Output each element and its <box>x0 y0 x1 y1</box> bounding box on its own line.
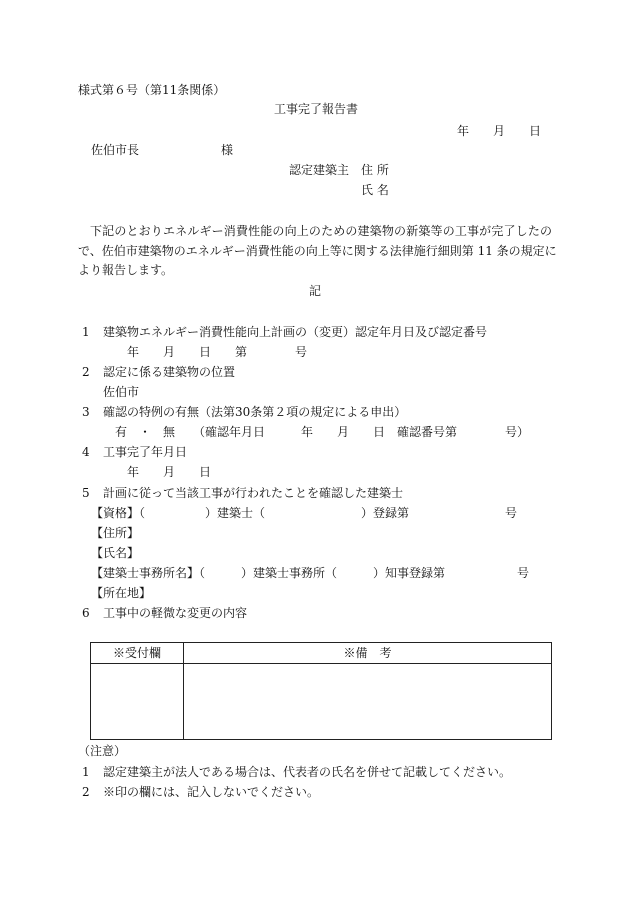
architect-address: 【住所】 <box>91 526 140 540</box>
item-3-number: 3 <box>82 405 90 419</box>
item-4-label: 工事完了年月日 <box>103 445 188 459</box>
item-5-number: 5 <box>82 486 90 500</box>
item-5-label: 計画に従って当該工事が行われたことを確認した建築士 <box>103 486 404 500</box>
applicant-label: 認定建築主 <box>289 163 350 177</box>
item-2-number: 2 <box>82 365 90 379</box>
item-1-number: 1 <box>82 325 90 339</box>
note-1-text: 認定建築主が法人である場合は、代表者の氏名を併せて記載してください。 <box>103 765 512 779</box>
note-2-text: ※印の欄には、記入しないでください。 <box>103 785 320 799</box>
ki-heading: 記 <box>309 284 322 298</box>
item-4-number: 4 <box>82 445 90 459</box>
architect-location: 【所在地】 <box>91 586 152 600</box>
item-2-detail: 佐伯市 <box>103 385 140 399</box>
name-label: 氏 名 <box>361 183 389 197</box>
note-1-number: 1 <box>82 765 90 779</box>
architect-qualification: 【資格】（ ）建築士（ ）登録第 号 <box>91 506 518 520</box>
item-6-label: 工事中の軽微な変更の内容 <box>103 606 248 620</box>
date-line: 年 月 日 <box>457 124 542 138</box>
reception-remarks-table <box>90 642 552 740</box>
remarks-cell <box>184 664 552 740</box>
form-number: 様式第６号（第11条関係） <box>78 83 226 97</box>
item-4-detail: 年 月 日 <box>127 465 212 479</box>
page-title: 工事完了報告書 <box>274 102 359 116</box>
reception-column-header: ※受付欄 <box>91 643 184 664</box>
item-6-number: 6 <box>82 606 90 620</box>
note-2-number: 2 <box>82 785 90 799</box>
notes-heading: （注意） <box>78 744 127 758</box>
reception-cell <box>91 664 184 740</box>
remarks-column-header: ※備 考 <box>184 643 552 664</box>
item-1-detail: 年 月 日 第 号 <box>127 345 308 359</box>
architect-name: 【氏名】 <box>91 546 140 560</box>
body-line-3: より報告します。 <box>78 263 174 277</box>
body-line-2: で、佐伯市建築物のエネルギー消費性能の向上等に関する法律施行細則第 11 条の規定に <box>78 244 557 258</box>
body-line-1: 下記のとおりエネルギー消費性能の向上のための建築物の新築等の工事が完了したの <box>90 224 552 238</box>
item-3-detail: 有 ・ 無 （確認年月日 年 月 日 確認番号第 号） <box>115 425 530 439</box>
addressee: 佐伯市長 <box>91 143 140 157</box>
item-2-label: 認定に係る建築物の位置 <box>103 365 236 379</box>
architect-office: 【建築士事務所名】（ ）建築士事務所（ ）知事登録第 号 <box>91 566 530 580</box>
address-label: 住 所 <box>361 163 389 177</box>
addressee-honorific: 様 <box>221 143 234 157</box>
item-3-label: 確認の特例の有無（法第30条第２項の規定による申出） <box>103 405 407 419</box>
item-1-label: 建築物エネルギー消費性能向上計画の（変更）認定年月日及び認定番号 <box>103 325 488 339</box>
